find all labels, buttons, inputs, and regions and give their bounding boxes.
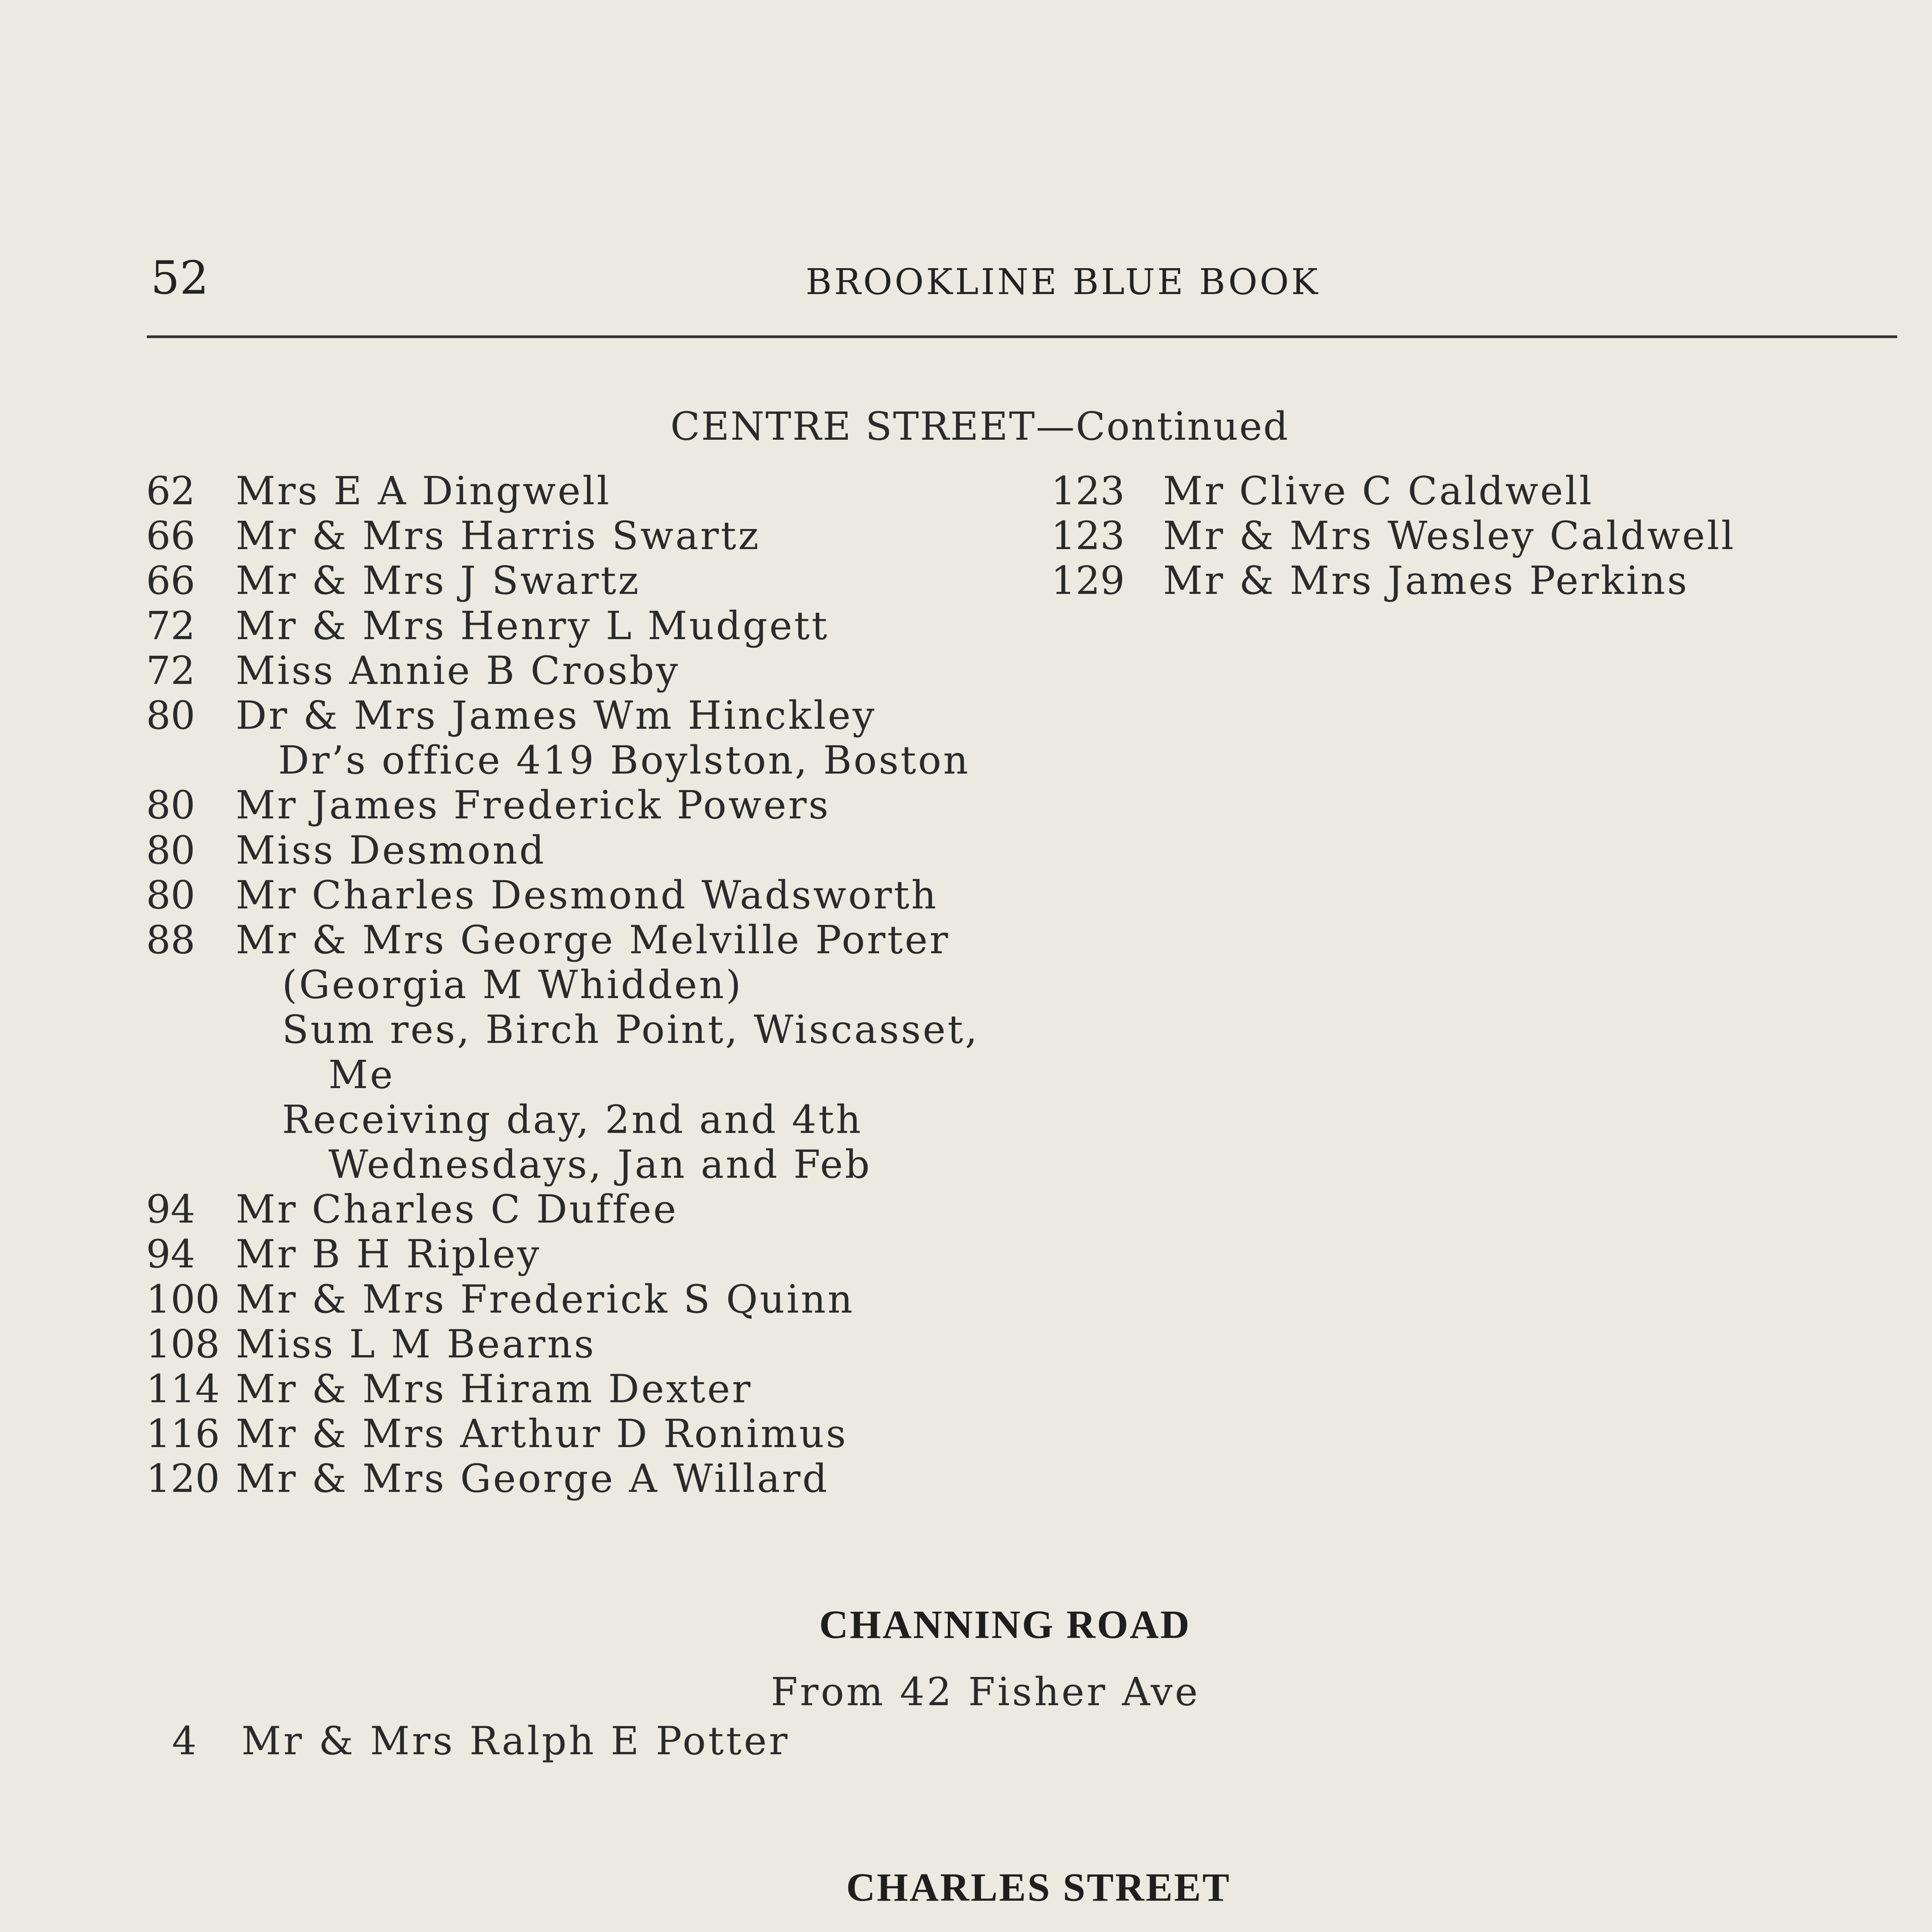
list-item-name: Miss Annie B Crosby [236,648,680,693]
list-item-name: Mr & Mrs Arthur D Ronimus [236,1411,848,1457]
list-item-name: Wednesdays, Jan and Feb [328,1142,872,1187]
list-item-name: Mr Charles Desmond Wadsworth [236,872,938,918]
list-item-name: Miss Desmond [236,827,546,873]
house-number: 80 [146,693,196,738]
list-item-name: Mr & Mrs Harris Swartz [236,513,760,559]
list-item-name: Sum res, Birch Point, Wiscasset, [282,1007,980,1053]
channing-road-title: CHANNING ROAD [819,1602,1191,1647]
list-item-name: Mr & Mrs James Perkins [1163,558,1689,604]
list-item-name: Mr & Mrs Frederick S Quinn [236,1276,855,1322]
list-item-name: (Georgia M Whidden) [282,962,743,1008]
house-number: 88 [146,917,196,963]
house-number: 72 [146,603,196,648]
list-item [172,1719,197,1764]
house-number: 94 [146,1231,196,1277]
page-number: 52 [151,251,209,304]
house-number: 66 [146,513,196,559]
house-number: 80 [146,782,196,828]
book-title: BROOKLINE BLUE BOOK [806,261,1320,303]
house-number: 116 [146,1411,220,1457]
list-item-name: Mr Clive C Caldwell [1163,468,1594,514]
list-item-name: Me [328,1052,395,1097]
header-rule [147,335,1897,338]
list-item-name: Dr & Mrs James Wm Hinckley [236,693,876,738]
list-item-name: Mr James Frederick Powers [236,782,830,828]
house-number: 108 [146,1321,220,1367]
house-number: 62 [146,468,196,514]
charles-street-title: CHARLES STREET [846,1865,1231,1910]
list-item-name: Mr & Mrs J Swartz [236,558,641,604]
list-item-name: Receiving day, 2nd and 4th [282,1097,863,1142]
list-item-name: Mr Charles C Duffee [236,1187,678,1232]
list-item-name: Mr & Mrs Wesley Caldwell [1163,513,1736,559]
house-number: 72 [146,648,196,693]
list-item-name: Mr & Mrs George A Willard [236,1456,829,1502]
list-item-name: Dr’s office 419 Boylston, Boston [278,738,970,783]
list-item-name: Mr & Mrs George Melville Porter [236,917,950,963]
house-number: 94 [146,1187,196,1232]
house-number: 120 [146,1456,220,1502]
house-number: 4 [172,1718,197,1764]
list-item-name: Mr & Mrs Hiram Dexter [236,1366,753,1412]
centre-street-title: CENTRE STREET—Continued [670,404,1289,449]
channing-road-subtitle: From 42 Fisher Ave [771,1669,1200,1714]
house-number: 123 [1051,468,1125,514]
list-item-name: Mr & Mrs Henry L Mudgett [236,603,829,648]
list-item-name: Miss L M Bearns [236,1321,596,1367]
house-number: 123 [1051,513,1125,559]
house-number: 80 [146,872,196,918]
list-item-name: Mrs E A Dingwell [236,468,611,514]
house-number: 114 [146,1366,220,1412]
house-number: 66 [146,558,196,604]
list-item-name: Mr & Mrs Ralph E Potter [242,1718,790,1764]
house-number: 100 [146,1276,220,1322]
list-item-name: Mr B H Ripley [236,1231,541,1277]
house-number: 129 [1051,558,1125,604]
house-number: 80 [146,827,196,873]
